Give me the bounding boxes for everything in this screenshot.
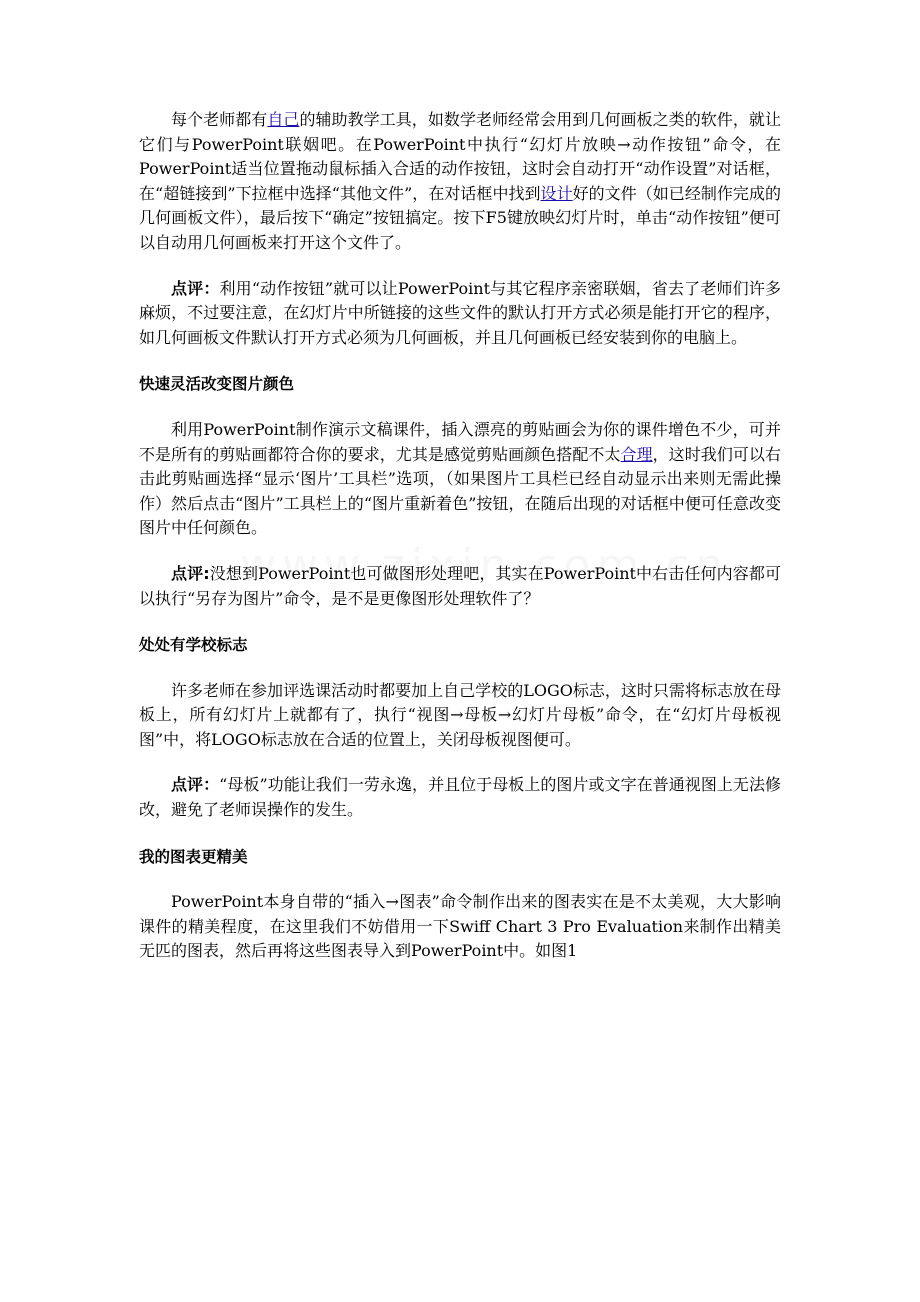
comment-paragraph-1 — [139, 277, 781, 351]
paragraph-text: ，这时我们可以右击此剪贴画选择“显示‘图片’工具栏”选项，（如果图片工具栏已经自动显示出来则无需此操作）然后点击“图片”工具栏上的“图片重新着色”按钮，在随后出现的对话框中便可任意改变图片中任何颜色。 — [139, 444, 781, 538]
paragraph-text: 利用PowerPoint制作演示文稿课件，插入漂亮的剪贴画会为你的课件增色不少，可并不是所有的剪贴画都符合你的要求，尤其是感觉剪贴画颜色搭配不太 — [139, 419, 781, 464]
comment-paragraph-3 — [139, 773, 781, 822]
section-heading-school-logo: 处处有学校标志 — [139, 636, 248, 655]
document-body — [139, 108, 781, 964]
paragraph-text: 好的文件（如已经制作完成的几何画板文件），最后按下“确定”按钮搞定。按下F5键放映幻灯片时，单击“动作按钮”便可以自动用几何画板来打开这个文件了。 — [139, 183, 781, 252]
paragraph-picture-color — [139, 418, 781, 541]
comment-label: 点评： — [171, 278, 220, 298]
paragraph-school-logo: 许多老师在参加评选课活动时都要加上自己学校的LOGO标志，这时只需将标志放在母板上，所有幻灯片上就都有了，执行“视图→母板→幻灯片母板”命令，在“幻灯片母板视图”中，将LOGO标志放在合适的位置上，关闭母板视图便可。 — [139, 680, 781, 749]
comment-label: 点评: — [171, 563, 210, 583]
comment-paragraph-2 — [139, 562, 781, 611]
comment-label: 点评： — [171, 775, 220, 795]
comment-text: 利用“动作按钮”就可以让PowerPoint与其它程序亲密联姻，省去了老师们许多麻烦，不过要注意，在幻灯片中所链接的这些文件的默认打开方式必须是能打开它的程序，如几何画板文件默认打开方式必须为几何画板，并且几何画板已经安装到你的电脑上。 — [139, 278, 781, 347]
link-sheji[interactable]: 设计 — [540, 183, 573, 203]
comment-text: 没想到PowerPoint也可做图形处理吧，其实在PowerPoint中右击任何内容都可以执行“另存为图片”命令，是不是更像图形处理软件了？ — [139, 563, 781, 608]
paragraph-charts: PowerPoint本身自带的“插入→图表”命令制作出来的图表实在是不太美观，大大影响课件的精美程度，在这里我们不妨借用一下Swiff Chart 3 Pro Evaluation来制作出精美无匹的图表，然后再将这些图表导入到PowerPoint中。如图1 — [139, 892, 781, 961]
comment-text: “母板”功能让我们一劳永逸，并且位于母板上的图片或文字在普通视图上无法修改，避免了老师误操作的发生。 — [139, 775, 781, 820]
paragraph-text: 每个老师都有 — [171, 110, 268, 129]
link-ziji[interactable]: 自己 — [267, 110, 300, 129]
section-heading-picture-color: 快速灵活改变图片颜色 — [139, 375, 295, 394]
link-heli[interactable]: 合理 — [620, 444, 653, 464]
section-heading-charts: 我的图表更精美 — [139, 847, 248, 866]
paragraph-action-button — [139, 108, 781, 256]
paragraph-text: 的辅助教学工具，如数学老师经常会用到几何画板之类的软件，就让它们与PowerPoint联姻吧。在PowerPoint中执行“幻灯片放映→动作按钮”命令，在PowerPoint适当位置拖动鼠标插入合适的动作按钮，这时会自动打开“动作设置”对话框，在“超链接到”下拉框中选择“其他文件”，在对话框中找到 — [139, 110, 781, 203]
